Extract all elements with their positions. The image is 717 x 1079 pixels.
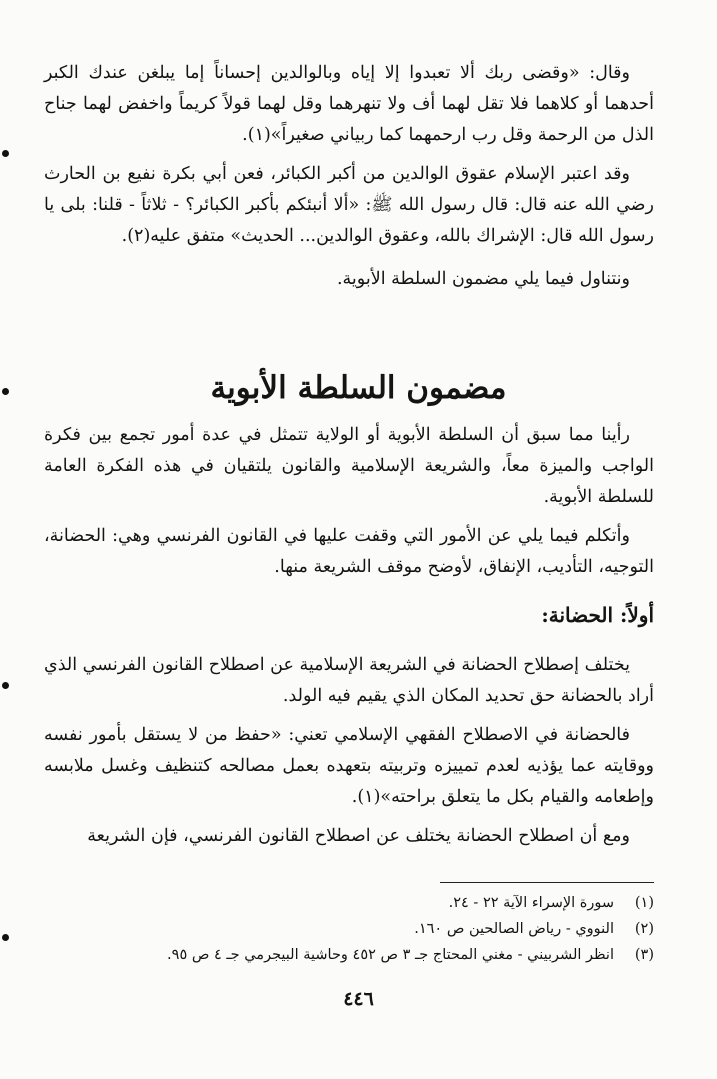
page-number: ٤٤٦ [343, 988, 374, 1010]
footnote-number: (١) [634, 895, 654, 911]
paragraph-definition: رأينا مما سبق أن السلطة الأبوية أو الولاية تتمثل في عدة أمور تجمع بين فكرة الواجب والميزة معاً، والشريعة الإسلامية والقانون يلتقيان في هذه الفكرة العامة للسلطة الأبوية. [44, 425, 654, 507]
paragraph-quran-verse: وقال: «وقضى ربك ألا تعبدوا إلا إياه وبالوالدين إحساناً إما يبلغن عندك الكبر أحدهما أو كلاهما فلا تقل لهما أف ولا تنهرهما وقل لهما قولاً كريماً واخفض لهما جناح الذل من الرحمة وقل رب ارحمهما كما ربياني صغيراً»(١). [44, 63, 654, 145]
footnote-text: سورة الإسراء الآية ٢٢ - ٢٤. [448, 895, 614, 911]
scan-edge-mark [2, 682, 9, 689]
section-heading: مضمون السلطة الأبوية [210, 370, 507, 406]
paragraph-hadith: وقد اعتبر الإسلام عقوق الوالدين من أكبر الكبائر، فعن أبي بكرة نفيع بن الحارث رضي الله عنه قال: قال رسول الله ﷺ: «ألا أنبئكم بأكبر الكبائر؟ - ثلاثاً - قلنا: بلى يا رسول الله قال: الإشراك بالله، وعقوق الوالدين... الحديث» متفق عليه(٢). [44, 164, 654, 246]
scan-edge-mark [2, 150, 9, 157]
scan-edge-mark [2, 934, 9, 941]
footnote-item [44, 890, 654, 916]
footnote-item [44, 916, 654, 942]
footnote-separator [440, 882, 654, 883]
text-block-top [44, 58, 654, 295]
text-block-middle [44, 420, 654, 583]
text-block-bottom [44, 650, 654, 852]
footnote-text: النووي - رياض الصالحين ص ١٦٠. [414, 921, 614, 937]
paragraph-custody-definition: فالحضانة في الاصطلاح الفقهي الإسلامي تعني: «حفظ من لا يستقل بأمور نفسه ووقايته عما يؤذيه لعدم تمييزه وتربيته بتعهده بعمل مصالحه كتنظيف وغسل ملابسه وإطعامه والقيام بكل ما يتعلق براحته»(١). [44, 725, 654, 807]
scan-edge-mark [2, 388, 9, 395]
footnote-number: (٣) [634, 947, 654, 963]
footnote-number: (٢) [634, 921, 654, 937]
paragraph-topics: وأتكلم فيما يلي عن الأمور التي وقفت عليها في القانون الفرنسي وهي: الحضانة، التوجيه، التأديب، الإنفاق، لأوضح موقف الشريعة منها. [44, 526, 654, 577]
footnote-text: انظر الشربيني - مغني المحتاج جـ ٣ ص ٤٥٢ وحاشية البيجرمي جـ ٤ ص ٩٥. [167, 947, 614, 963]
subsection-heading: أولاً: الحضانة: [541, 603, 654, 627]
paragraph-intro: ونتناول فيما يلي مضمون السلطة الأبوية. [336, 269, 630, 289]
footnotes [44, 890, 654, 968]
footnote-item [44, 942, 654, 968]
paragraph-custody-difference: يختلف إصطلاح الحضانة في الشريعة الإسلامية عن اصطلاح القانون الفرنسي الذي أراد بالحضانة حق تحديد المكان الذي يقيم فيه الولد. [44, 655, 654, 706]
paragraph-continuation: ومع أن اصطلاح الحضانة يختلف عن اصطلاح القانون الفرنسي، فإن الشريعة [87, 826, 630, 846]
